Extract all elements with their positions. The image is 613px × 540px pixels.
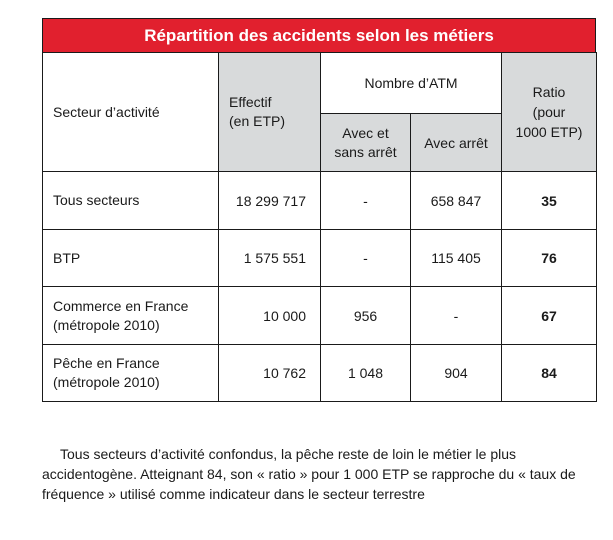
effectif-cell: 10 000 (219, 287, 321, 345)
header-effectif-line2: (en ETP) (229, 113, 286, 129)
header-ratio (502, 53, 597, 172)
header-effectif (219, 53, 321, 172)
effectif-cell: 10 762 (219, 345, 321, 402)
header-sector: Secteur d’activité (43, 53, 219, 172)
avec-arret-cell: - (411, 287, 502, 345)
sector-cell: Tous secteurs (43, 172, 219, 230)
sector-line2: (métropole 2010) (53, 374, 160, 390)
avec-sans-arret-cell: - (321, 230, 411, 287)
header-ratio-line1: Ratio (532, 84, 566, 100)
accidents-table (42, 52, 597, 402)
header-avec-sans-line1: Avec et (342, 124, 389, 141)
caption-text: Tous secteurs d’activité confondus, la pêche reste de loin le métier le plus accidentogène. Atteignant 84, son « ratio » pour 1 000 ETP se rapproche du « taux de fréquence » utilisé comme indicateur dans le secteur terrestre (42, 446, 576, 502)
effectif-cell: 18 299 717 (219, 172, 321, 230)
sector-cell (43, 287, 219, 345)
avec-arret-cell: 658 847 (411, 172, 502, 230)
effectif-cell: 1 575 551 (219, 230, 321, 287)
avec-sans-arret-cell: - (321, 172, 411, 230)
table-row (43, 172, 597, 230)
accidents-table-container (42, 18, 596, 402)
sector-line1: Pêche en France (53, 355, 160, 371)
table-row (43, 345, 597, 402)
header-ratio-line2: (pour (532, 104, 566, 120)
sector-cell: BTP (43, 230, 219, 287)
avec-arret-cell: 115 405 (411, 230, 502, 287)
header-avec-sans-line2: sans arrêt (334, 143, 397, 160)
sector-cell (43, 345, 219, 402)
sector-line1: Commerce en France (53, 297, 189, 314)
ratio-cell: 35 (502, 172, 597, 230)
table-title: Répartition des accidents selon les métiers (42, 18, 596, 52)
avec-sans-arret-cell: 956 (321, 287, 411, 345)
ratio-cell: 84 (502, 345, 597, 402)
header-row-1 (43, 53, 597, 114)
sector-line2: (métropole 2010) (53, 316, 160, 333)
ratio-cell: 67 (502, 287, 597, 345)
avec-sans-arret-cell: 1 048 (321, 345, 411, 402)
table-row (43, 230, 597, 287)
header-avec-sans-arret (321, 114, 411, 172)
header-avec-arret: Avec arrêt (411, 114, 502, 172)
table-row (43, 287, 597, 345)
header-ratio-line3: 1000 ETP) (515, 124, 583, 140)
ratio-cell: 76 (502, 230, 597, 287)
header-atm: Nombre d’ATM (321, 53, 502, 114)
avec-arret-cell: 904 (411, 345, 502, 402)
header-effectif-line1: Effectif (229, 94, 272, 110)
